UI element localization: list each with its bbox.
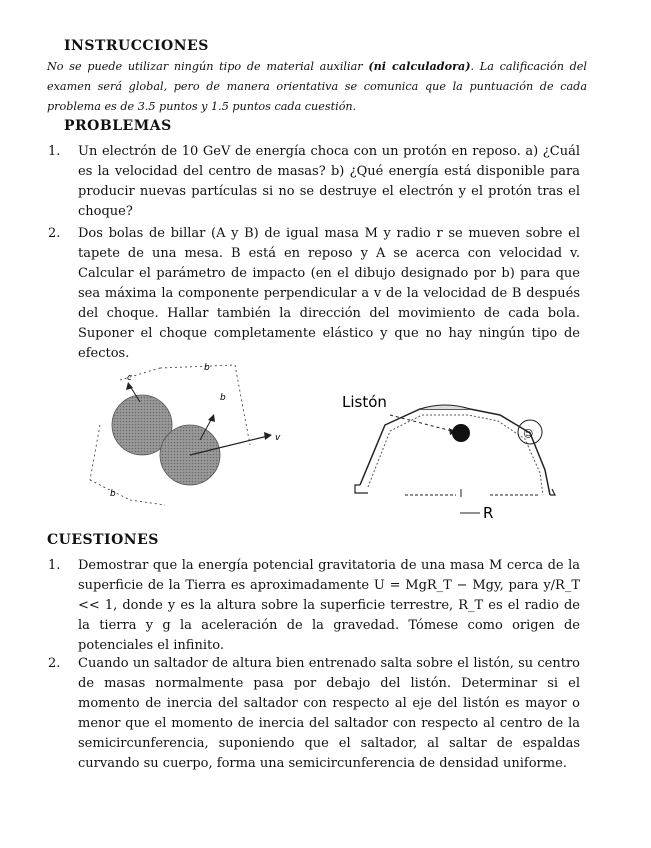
instructions-heading: INSTRUCCIONES	[64, 38, 209, 54]
label-c: c	[127, 373, 132, 383]
instructions-text	[47, 56, 587, 117]
high-jump-figure	[340, 385, 580, 525]
ball-b-arrowhead	[208, 414, 215, 422]
bar-crossbar	[452, 424, 470, 442]
liston-pointer	[390, 415, 452, 431]
problem-text-1: Un electrón de 10 GeV de energía choca con un protón en reposo. a) ¿Cuál es la velocidad del centro de masas? b) ¿Qué energía está disponible para producir nuevas partículas si no se destruye el electrón y el protón tras el choque?	[78, 144, 580, 219]
label-r: R	[483, 504, 494, 522]
instructions-text-part2: . La calificación del examen será global, pero de manera orientativa se comunica que la puntuación de cada problema es de 3.5 puntos y 1.5 puntos cada cuestión.	[47, 60, 587, 113]
question-text-1: Demostrar que la energía potencial gravitatoria de una masa M cerca de la superficie de la Tierra es aproximadamente U = MgR_T − Mgy, para y/R_T << 1, donde y es la altura sobre la superficie terrestre, R_T es el radio de la tierra y g la aceleración de la gravedad. Tómese como origen de potenciales el infinito.	[78, 558, 580, 653]
problem-text-2: Dos bolas de billar (A y B) de igual masa M y radio r se mueven sobre el tapete de una mesa. B está en reposo y A se acerca con velocidad v. Calcular el parámetro de impacto (en el dibujo designado por b) para que sea máxima la componente perpendicular a v de la velocidad de B después del choque. Hallar también la dirección del movimiento de cada bola. Suponer el choque completamente elástico y que no hay ningún tipo de efectos.	[78, 226, 580, 361]
jumper-foot-left	[355, 485, 368, 493]
label-b-top: b	[204, 363, 210, 373]
label-b-bottom: b	[110, 489, 116, 499]
question-number-2: 2.	[48, 656, 61, 671]
problem-number-2: 2.	[48, 226, 61, 241]
jumper-foot-right	[550, 489, 555, 495]
question-number-1: 1.	[48, 558, 61, 573]
label-liston: Listón	[342, 393, 387, 411]
question-item-1	[48, 556, 580, 656]
question-item-2	[48, 654, 580, 774]
label-v: v	[275, 433, 281, 443]
problem-number-1: 1.	[48, 144, 61, 159]
jumper-outer-outline	[360, 409, 550, 495]
problem-item-1	[48, 142, 580, 222]
problems-heading: PROBLEMAS	[64, 118, 172, 134]
jumper-face-icon: ☺	[523, 429, 534, 440]
label-b-right: b	[220, 393, 226, 403]
question-text-2: Cuando un saltador de altura bien entrenado salta sobre el listón, su centro de masas normalmente pasa por debajo del listón. Determinar si el momento de inercia del saltador con respecto al eje del listón es mayor o menor que el momento de inercia del saltador con respecto al centro de la semicircunferencia, suponiendo que el saltador, al saltar de espaldas curvando su cuerpo, forma una semicircunferencia de densidad uniforme.	[78, 656, 580, 771]
instructions-text-part1: No se puede utilizar ningún tipo de material auxiliar	[47, 60, 369, 73]
questions-heading: CUESTIONES	[47, 532, 159, 548]
problem-item-2	[48, 224, 580, 364]
billiard-figure	[80, 360, 300, 510]
jumper-torso	[420, 405, 470, 409]
velocity-arrowhead	[264, 432, 272, 440]
instructions-text-bold: (ni calculadora)	[368, 59, 471, 73]
